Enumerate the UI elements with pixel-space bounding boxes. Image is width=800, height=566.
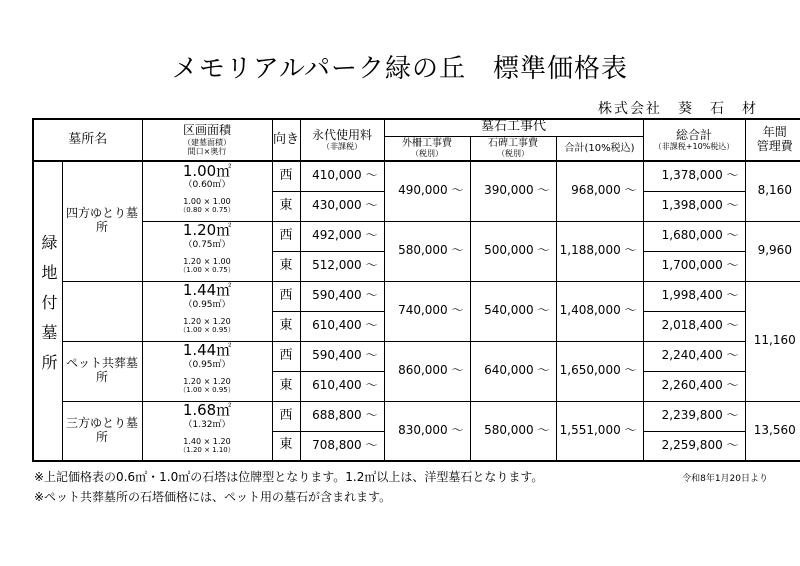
- outer-fence-cell: 740,000 ～: [384, 281, 470, 341]
- table-row: [33, 281, 800, 311]
- group-name: 三方ゆとり墓所: [62, 401, 142, 461]
- header-plot-name: 墓所名: [33, 119, 142, 161]
- outer-fence-cell: 860,000 ～: [384, 341, 470, 401]
- outer-fence-cell: 490,000 ～: [384, 161, 470, 221]
- stone-monument-cell: 390,000 ～: [470, 161, 556, 221]
- header-direction: 向き: [272, 119, 300, 161]
- dims-cell: 1.20 × 1.20 （1.00 × 0.95）: [142, 311, 272, 341]
- perpetual-fee-cell: 430,000 ～: [300, 191, 384, 221]
- stone-monument-cell: 500,000 ～: [470, 221, 556, 281]
- direction-cell: 東: [272, 371, 300, 401]
- header-stone-monument: 石碑工事費 （税別）: [470, 136, 556, 161]
- annual-fee-cell: 13,560: [745, 401, 800, 461]
- perpetual-fee-cell: 688,800 ～: [300, 401, 384, 431]
- area-cell: 1.44㎡ （0.95㎡）: [142, 341, 272, 371]
- grand-total-cell: 1,378,000 ～: [643, 161, 745, 191]
- grand-total-cell: 2,018,400 ～: [643, 311, 745, 341]
- perpetual-fee-cell: 410,000 ～: [300, 161, 384, 191]
- direction-cell: 東: [272, 251, 300, 281]
- group-name-empty: [62, 281, 142, 341]
- header-annual-fee: 年間 管理費: [745, 119, 800, 161]
- header-perpetual-fee: 永代使用料 （非課税）: [300, 119, 384, 161]
- grand-total-cell: 1,998,400 ～: [643, 281, 745, 311]
- area-cell: 1.44㎡ （0.95㎡）: [142, 281, 272, 311]
- perpetual-fee-cell: 512,000 ～: [300, 251, 384, 281]
- table-row: [33, 161, 800, 191]
- group-name: ペット共葬墓所: [62, 341, 142, 401]
- header-subtotal: 合計(10%税込): [556, 136, 643, 161]
- perpetual-fee-cell: 590,400 ～: [300, 341, 384, 371]
- annual-fee-cell: 9,960: [745, 221, 800, 281]
- table-row: [33, 221, 800, 251]
- grand-total-cell: 1,700,000 ～: [643, 251, 745, 281]
- stone-monument-cell: 580,000 ～: [470, 401, 556, 461]
- direction-cell: 西: [272, 401, 300, 431]
- grand-total-cell: 2,239,800 ～: [643, 401, 745, 431]
- perpetual-fee-cell: 610,400 ～: [300, 371, 384, 401]
- direction-cell: 西: [272, 161, 300, 191]
- dims-cell: 1.40 × 1.20 （1.20 × 1.10）: [142, 431, 272, 461]
- subtotal-cell: 968,000 ～: [556, 161, 643, 221]
- price-table: [32, 118, 800, 462]
- perpetual-fee-cell: 492,000 ～: [300, 221, 384, 251]
- direction-cell: 西: [272, 221, 300, 251]
- outer-fence-cell: 830,000 ～: [384, 401, 470, 461]
- grand-total-cell: 2,260,400 ～: [643, 371, 745, 401]
- footnote: ※ペット共葬墓所の石塔価格には、ペット用の墓石が含まれます。: [34, 490, 392, 504]
- header-outer-fence: 外柵工事費 （税別）: [384, 136, 470, 161]
- stone-monument-cell: 540,000 ～: [470, 281, 556, 341]
- category-cell: 緑地付墓所: [33, 161, 62, 461]
- subtotal-cell: 1,650,000 ～: [556, 341, 643, 401]
- group-name: 四方ゆとり墓所: [62, 161, 142, 281]
- dims-cell: 1.00 × 1.00 （0.80 × 0.75）: [142, 191, 272, 221]
- grand-total-cell: 2,259,800 ～: [643, 431, 745, 461]
- subtotal-cell: 1,188,000 ～: [556, 221, 643, 281]
- header-grand-total: 総合計 （非課税+10%税込）: [643, 119, 745, 161]
- subtotal-cell: 1,551,000 ～: [556, 401, 643, 461]
- direction-cell: 東: [272, 191, 300, 221]
- footnote: ※上記価格表の0.6㎡・1.0㎡の石塔は位牌型となります。1.2㎡以上は、洋型墓石となります。: [34, 470, 544, 484]
- subtotal-cell: 1,408,000 ～: [556, 281, 643, 341]
- grand-total-cell: 1,680,000 ～: [643, 221, 745, 251]
- perpetual-fee-cell: 708,800 ～: [300, 431, 384, 461]
- effective-date: 令和8年1月20日より: [682, 474, 768, 484]
- direction-cell: 東: [272, 311, 300, 341]
- dims-cell: 1.20 × 1.20 （1.00 × 0.95）: [142, 371, 272, 401]
- perpetual-fee-cell: 610,400 ～: [300, 311, 384, 341]
- direction-cell: 西: [272, 341, 300, 371]
- page-title: メモリアルパーク緑の丘 標準価格表: [171, 54, 629, 84]
- annual-fee-cell: 11,160: [745, 281, 800, 401]
- company-name: 株式会社 葵 石 材: [598, 101, 758, 117]
- area-cell: 1.68㎡ （1.32㎡）: [142, 401, 272, 431]
- area-cell: 1.20㎡ （0.75㎡）: [142, 221, 272, 251]
- perpetual-fee-cell: 590,400 ～: [300, 281, 384, 311]
- direction-cell: 西: [272, 281, 300, 311]
- area-cell: 1.00㎡ （0.60㎡）: [142, 161, 272, 191]
- outer-fence-cell: 580,000 ～: [384, 221, 470, 281]
- annual-fee-cell: 8,160: [745, 161, 800, 221]
- header-tomb-work: 墓石工事代: [384, 119, 643, 136]
- dims-cell: 1.20 × 1.00 （1.00 × 0.75）: [142, 251, 272, 281]
- grand-total-cell: 1,398,000 ～: [643, 191, 745, 221]
- table-row: [33, 341, 800, 371]
- stone-monument-cell: 640,000 ～: [470, 341, 556, 401]
- header-area: 区画面積 （建墓面積） 間口×奥行: [142, 119, 272, 161]
- grand-total-cell: 2,240,400 ～: [643, 341, 745, 371]
- direction-cell: 東: [272, 431, 300, 461]
- table-row: [33, 401, 800, 431]
